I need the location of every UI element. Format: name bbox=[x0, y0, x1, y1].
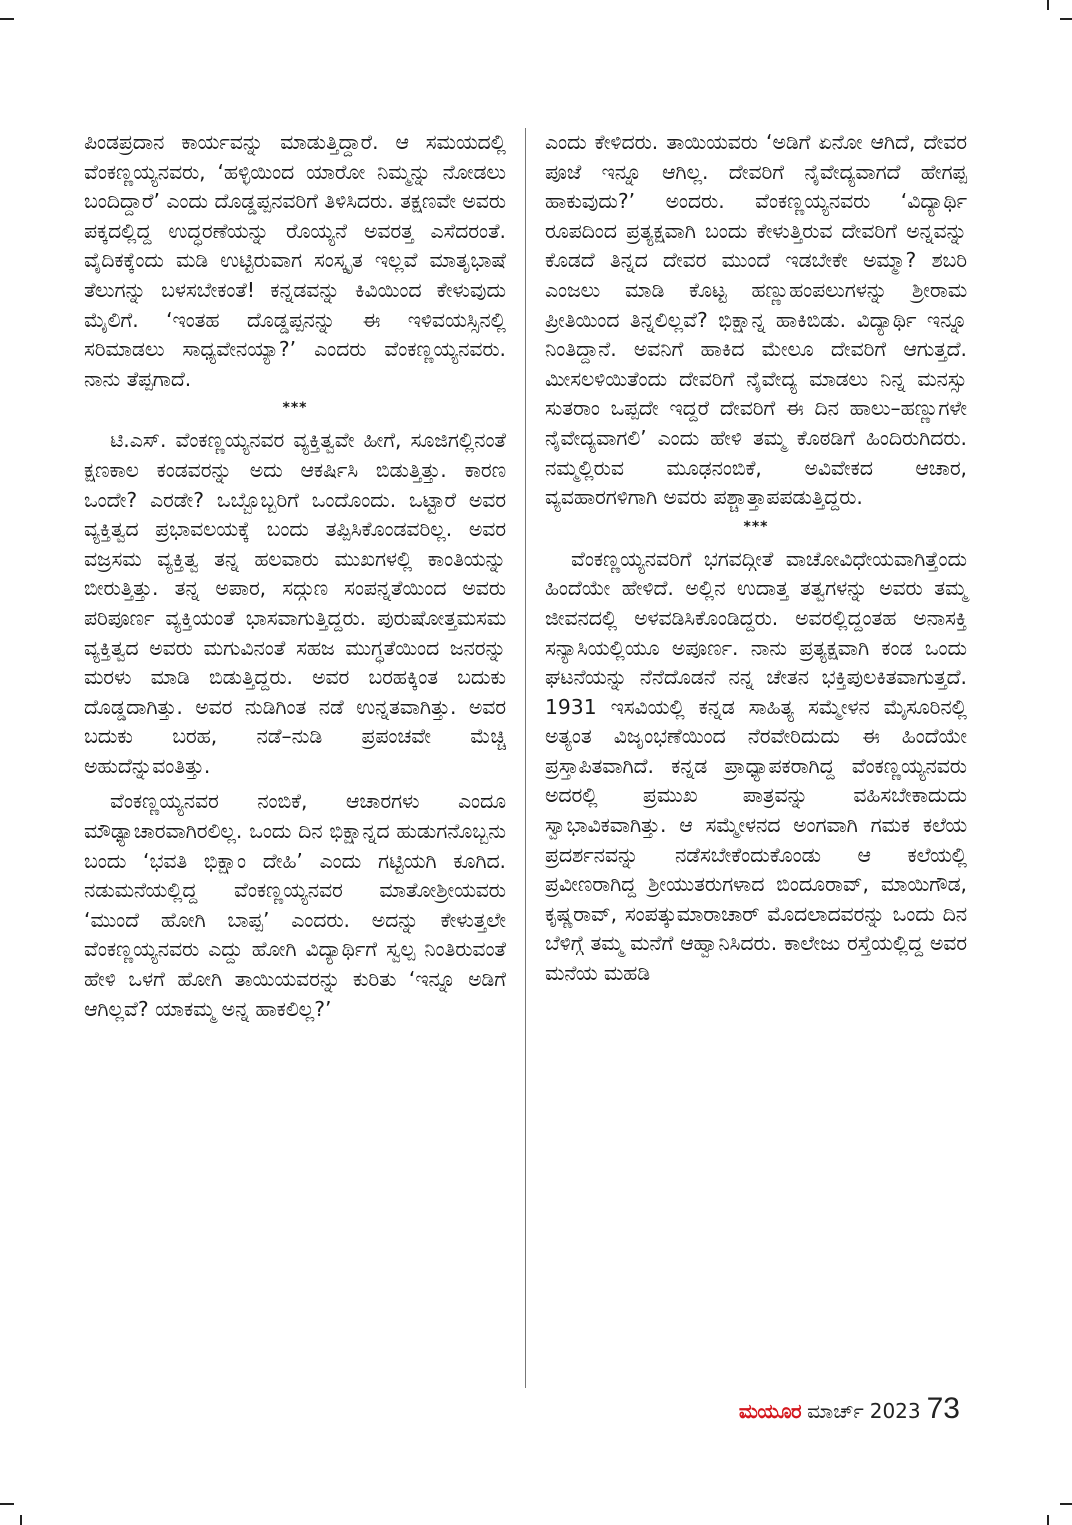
crop-mark-bottom-right bbox=[1060, 1503, 1072, 1505]
crop-mark-top-right bbox=[1060, 18, 1072, 20]
section-separator: *** bbox=[743, 518, 769, 535]
left-paragraph-3: ವೆಂಕಣ್ಣಯ್ಯನವರ ನಂಬಿಕೆ, ಆಚಾರಗಳು ಎಂದೂ ಮೌಢ್ಯಾಚಾರವಾಗಿರಲಿಲ್ಲ. ಒಂದು ದಿನ ಭಿಕ್ಷಾನ್ನದ ಹುಡುಗನೊಬ್ಬನು ಬಂದು ‘ಭವತಿ ಭಿಕ್ಷಾಂ ದೇಹಿ’ ಎಂದು ಗಟ್ಟಿಯಗಿ ಕೂಗಿದ. ನಡುಮನೆಯಲ್ಲಿದ್ದ ವೆಂಕಣ್ಣಯ್ಯನವರ ಮಾತೋಶ್ರೀಯವರು ‘ಮುಂದೆ ಹೋಗಿ ಬಾಪ್ಪ’ ಎಂದರು. ಅದನ್ನು ಕೇಳುತ್ತಲೇ ವೆಂಕಣ್ಣಯ್ಯನವರು ಎದ್ದು ಹೋಗಿ ವಿದ್ಯಾರ್ಥಿಗೆ ಸ್ವಲ್ಪ ನಿಂತಿರುವಂತೆ ಹೇಳಿ ಒಳಗೆ ಹೋಗಿ ತಾಯಿಯವರನ್ನು ಕುರಿತು ‘ಇನ್ನೂ ಅಡಿಗೆ ಆಗಿಲ್ಲವೆ? ಯಾಕಮ್ಮ ಅನ್ನ ಹಾಕಲಿಲ್ಲ?’ bbox=[84, 789, 506, 1021]
issue-year: 2023 bbox=[869, 1399, 921, 1423]
page-number: 73 bbox=[926, 1392, 960, 1425]
left-paragraph-1: ಪಿಂಡಪ್ರದಾನ ಕಾರ್ಯವನ್ನು ಮಾಡುತ್ತಿದ್ದಾರೆ. ಆ ಸಮಯದಲ್ಲಿ ವೆಂಕಣ್ಣಯ್ಯನವರು, ‘ಹಳ್ಳಿಯಿಂದ ಯಾರೋ ನಿಮ್ಮನ್ನು ನೋಡಲು ಬಂದಿದ್ದಾರೆ’ ಎಂದು ದೊಡ್ಡಪ್ಪನವರಿಗೆ ತಿಳಿಸಿದರು. ತಕ್ಷಣವೇ ಅವರು ಪಕ್ಕದಲ್ಲಿದ್ದ ಉದ್ಧರಣೆಯನ್ನು ರೊಯ್ಯನೆ ಅವರತ್ತ ಎಸೆದರಂತೆ. ವೈದಿಕಕ್ಕೆಂದು ಮಡಿ ಉಟ್ಟಿರುವಾಗ ಸಂಸ್ಕೃತ ಇಲ್ಲವೆ ಮಾತೃಭಾಷೆ ತೆಲುಗನ್ನು ಬಳಸಬೇಕಂತೆ! ಕನ್ನಡವನ್ನು ಕಿವಿಯಿಂದ ಕೇಳುವುದು ಮೈಲಿಗೆ. ‘ಇಂತಹ ದೊಡ್ಡಪ್ಪನನ್ನು ಈ ಇಳಿವಯಸ್ಸಿನಲ್ಲಿ ಸರಿಮಾಡಲು ಸಾಧ್ಯವೇನಯ್ಯಾ?’ ಎಂದರು ವೆಂಕಣ್ಣಯ್ಯನವರು. ನಾನು ತೆಪ್ಪಗಾದೆ. bbox=[84, 130, 506, 391]
crop-mark-bottom-right-vertical bbox=[1047, 1515, 1049, 1525]
left-column bbox=[84, 128, 506, 1024]
issue-month: ಮಾರ್ಚ್ bbox=[807, 1399, 864, 1423]
section-separator: *** bbox=[282, 400, 308, 417]
right-paragraph-2: ವೆಂಕಣ್ಣಯ್ಯನವರಿಗೆ ಭಗವದ್ಗೀತೆ ವಾಚೋವಿಧೇಯವಾಗಿತ್ತೆಂದು ಹಿಂದೆಯೇ ಹೇಳಿದೆ. ಅಲ್ಲಿನ ಉದಾತ್ತ ತತ್ವಗಳನ್ನು ಅವರು ತಮ್ಮ ಜೀವನದಲ್ಲಿ ಅಳವಡಿಸಿಕೊಂಡಿದ್ದರು. ಅವರಲ್ಲಿದ್ದಂತಹ ಅನಾಸಕ್ತಿ ಸನ್ಯಾಸಿಯಲ್ಲಿಯೂ ಅಪೂರ್ಣ. ನಾನು ಪ್ರತ್ಯಕ್ಷವಾಗಿ ಕಂಡ ಒಂದು ಘಟನೆಯನ್ನು ನೆನೆದೊಡನೆ ನನ್ನ ಚೇತನ ಭಕ್ತಿಪುಲಕಿತವಾಗುತ್ತದೆ. 1931 ಇಸವಿಯಲ್ಲಿ ಕನ್ನಡ ಸಾಹಿತ್ಯ ಸಮ್ಮೇಳನ ಮೈಸೂರಿನಲ್ಲಿ ಅತ್ಯಂತ ವಿಜೃಂಭಣೆಯಿಂದ ನೆರವೇರಿದುದು ಈ ಹಿಂದೆಯೇ ಪ್ರಸ್ತಾಪಿತವಾಗಿದೆ. ಕನ್ನಡ ಪ್ರಾಧ್ಯಾಪಕರಾಗಿದ್ದ ವೆಂಕಣ್ಣಯ್ಯನವರು ಅದರಲ್ಲಿ ಪ್ರಮುಖ ಪಾತ್ರವನ್ನು ವಹಿಸಬೇಕಾದುದು ಸ್ವಾಭಾವಿಕವಾಗಿತ್ತು. ಆ ಸಮ್ಮೇಳನದ ಅಂಗವಾಗಿ ಗಮಕ ಕಲೆಯ ಪ್ರದರ್ಶನವನ್ನು ನಡೆಸಬೇಕೆಂದುಕೊಂಡು ಆ ಕಲೆಯಲ್ಲಿ ಪ್ರವೀಣರಾಗಿದ್ದ ಶ್ರೀಯುತರುಗಳಾದ ಬಿಂದೂರಾವ್, ಮಾಯಿಗೌಡ, ಕೃಷ್ಣರಾವ್, ಸಂಪತ್ಕುಮಾರಾಚಾರ್ ಮೊದಲಾದವರನ್ನು ಒಂದು ದಿನ ಬೆಳಿಗ್ಗೆ ತಮ್ಮ ಮನೆಗೆ ಆಹ್ವಾನಿಸಿದರು. ಕಾಲೇಜು ರಸ್ತೆಯಲ್ಲಿದ್ದ ಅವರ ಮನೆಯ ಮಹಡಿ bbox=[545, 546, 967, 986]
column-divider bbox=[525, 128, 526, 1388]
magazine-logo: ಮಯೂರ bbox=[738, 1399, 802, 1423]
crop-mark-bottom-left bbox=[0, 1503, 14, 1505]
right-column bbox=[545, 128, 967, 989]
crop-mark-bottom-left-vertical bbox=[20, 1515, 22, 1525]
crop-mark-top-left bbox=[0, 18, 14, 20]
left-paragraph-2: ಟಿ.ಎಸ್. ವೆಂಕಣ್ಣಯ್ಯನವರ ವ್ಯಕ್ತಿತ್ವವೇ ಹೀಗೆ, ಸೂಜಿಗಲ್ಲಿನಂತೆ ಕ್ಷಣಕಾಲ ಕಂಡವರನ್ನು ಅದು ಆಕರ್ಷಿಸಿ ಬಿಡುತ್ತಿತ್ತು. ಕಾರಣ ಒಂದೇ? ಎರಡೇ? ಒಬ್ಬೊಬ್ಬರಿಗೆ ಒಂದೊಂದು. ಒಟ್ಟಾರೆ ಅವರ ವ್ಯಕ್ತಿತ್ವದ ಪ್ರಭಾವಲಯಕ್ಕೆ ಬಂದು ತಪ್ಪಿಸಿಕೊಂಡವರಿಲ್ಲ. ಅವರ ವಜ್ರಸಮ ವ್ಯಕ್ತಿತ್ವ ತನ್ನ ಹಲವಾರು ಮುಖಗಳಲ್ಲಿ ಕಾಂತಿಯನ್ನು ಬೀರುತ್ತಿತ್ತು. ತನ್ನ ಅಪಾರ, ಸದ್ಗುಣ ಸಂಪನ್ನತೆಯಿಂದ ಅವರು ಪರಿಪೂರ್ಣ ವ್ಯಕ್ತಿಯಂತೆ ಭಾಸವಾಗುತ್ತಿದ್ದರು. ಪುರುಷೋತ್ತಮಸಮ ವ್ಯಕ್ತಿತ್ವದ ಅವರು ಮಗುವಿನಂತೆ ಸಹಜ ಮುಗ್ಧತೆಯಿಂದ ಜನರನ್ನು ಮರಳು ಮಾಡಿ ಬಿಡುತ್ತಿದ್ದರು. ಅವರ ಬರಹಕ್ಕಿಂತ ಬದುಕು ದೊಡ್ಡದಾಗಿತ್ತು. ಅವರ ನುಡಿಗಿಂತ ನಡೆ ಉನ್ನತವಾಗಿತ್ತು. ಅವರ ಬದುಕು ಬರಹ, ನಡೆ–ನುಡಿ ಪ್ರಪಂಚವೇ ಮೆಚ್ಚಿ ಅಹುದೆನ್ನುವಂತಿತ್ತು. bbox=[84, 428, 506, 778]
right-paragraph-1: ಎಂದು ಕೇಳಿದರು. ತಾಯಿಯವರು ‘ಅಡಿಗೆ ಏನೋ ಆಗಿದೆ, ದೇವರ ಪೂಜೆ ಇನ್ನೂ ಆಗಿಲ್ಲ. ದೇವರಿಗೆ ನೈವೇದ್ಯವಾಗದೆ ಹೇಗಪ್ಪ ಹಾಕುವುದು?’ ಅಂದರು. ವೆಂಕಣ್ಣಯ್ಯನವರು ‘ವಿದ್ಯಾರ್ಥಿ ರೂಪದಿಂದ ಪ್ರತ್ಯಕ್ಷವಾಗಿ ಬಂದು ಕೇಳುತ್ತಿರುವ ದೇವರಿಗೆ ಅನ್ನವನ್ನು ಕೊಡದೆ ತಿನ್ನದ ದೇವರ ಮುಂದೆ ಇಡಬೇಕೇ ಅಮ್ಮಾ? ಶಬರಿ ಎಂಜಲು ಮಾಡಿ ಕೊಟ್ಟ ಹಣ್ಣುಹಂಪಲುಗಳನ್ನು ಶ್ರೀರಾಮ ಪ್ರೀತಿಯಿಂದ ತಿನ್ನಲಿಲ್ಲವೆ? ಭಿಕ್ಷಾನ್ನ ಹಾಕಿಬಿಡು. ವಿದ್ಯಾರ್ಥಿ ಇನ್ನೂ ನಿಂತಿದ್ದಾನೆ. ಅವನಿಗೆ ಹಾಕಿದ ಮೇಲೂ ದೇವರಿಗೆ ಆಗುತ್ತದೆ. ಮೀಸಲಳಿಯಿತೆಂದು ದೇವರಿಗೆ ನೈವೇದ್ಯ ಮಾಡಲು ನಿನ್ನ ಮನಸ್ಸು ಸುತರಾಂ ಒಪ್ಪದೇ ಇದ್ದರೆ ದೇವರಿಗೆ ಈ ದಿನ ಹಾಲು–ಹಣ್ಣುಗಳೇ ನೈವೇದ್ಯವಾಗಲಿ’ ಎಂದು ಹೇಳಿ ತಮ್ಮ ಕೊಠಡಿಗೆ ಹಿಂದಿರುಗಿದರು. ನಮ್ಮಲ್ಲಿರುವ ಮೂಢನಂಬಿಕೆ, ಅವಿವೇಕದ ಆಚಾರ, ವ್ಯವಹಾರಗಳಿಗಾಗಿ ಅವರು ಪಶ್ಚಾತ್ತಾಪಪಡುತ್ತಿದ್ದರು. bbox=[545, 130, 967, 510]
crop-mark-top-right-vertical bbox=[1047, 0, 1049, 10]
page-footer bbox=[739, 1392, 960, 1426]
